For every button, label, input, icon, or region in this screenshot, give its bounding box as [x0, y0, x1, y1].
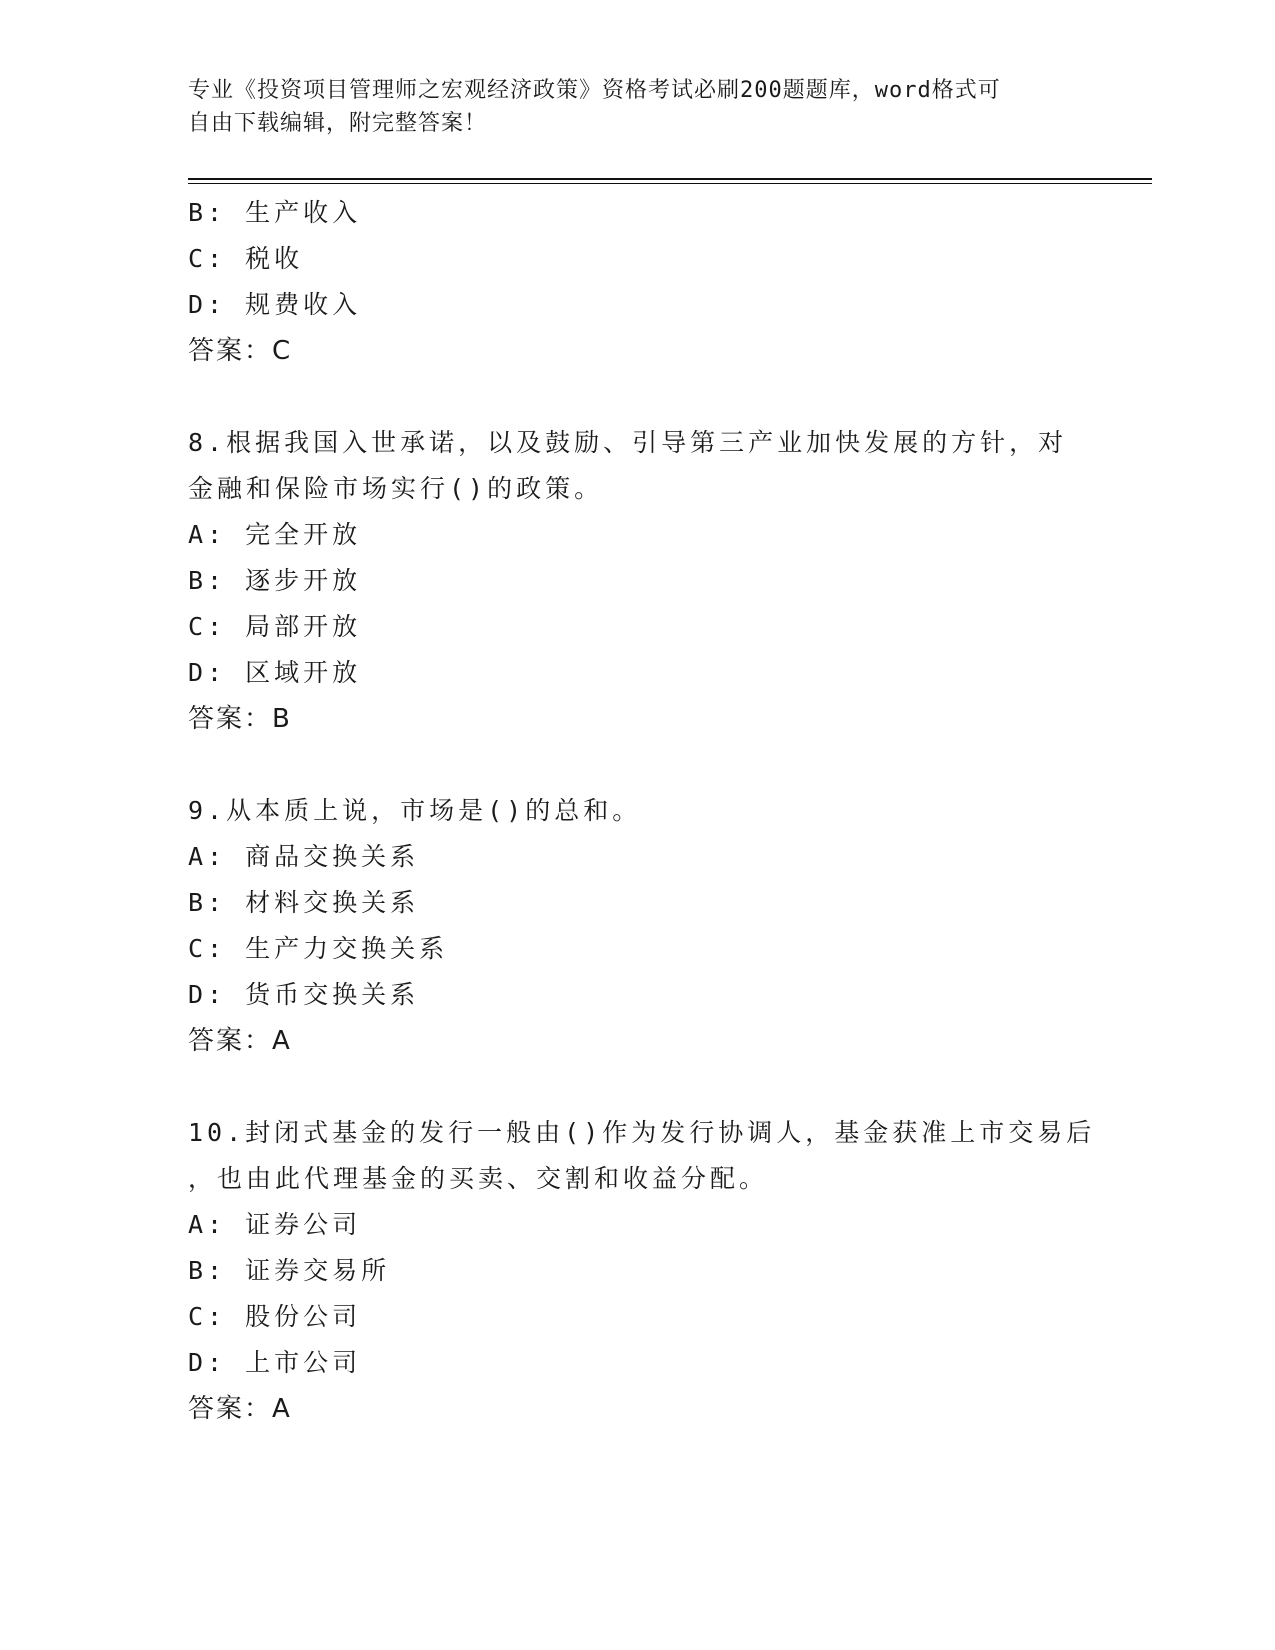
option-b: B: 材料交换关系 [188, 888, 420, 917]
option-d: D: 货币交换关系 [188, 980, 420, 1009]
option-a: A: 商品交换关系 [188, 842, 420, 871]
question-8 [188, 420, 1088, 742]
option-d: D: 规费收入 [188, 290, 362, 319]
answer: 答案：B [188, 704, 292, 734]
question-10 [188, 1110, 1096, 1432]
option-c: C: 股份公司 [188, 1302, 362, 1331]
option-d: D: 上市公司 [188, 1348, 362, 1377]
option-b: B: 生产收入 [188, 198, 362, 227]
question-stem-line: 9.从本质上说，市场是()的总和。 [188, 796, 642, 825]
spacer [188, 1064, 1088, 1110]
answer: 答案：C [188, 336, 293, 366]
question-stem-line: 8.根据我国入世承诺，以及鼓励、引导第三产业加快发展的方针，对 [188, 428, 1068, 457]
question-stem-line: ，也由此代理基金的买卖、交割和收益分配。 [188, 1164, 769, 1193]
option-c: C: 税收 [188, 244, 304, 273]
option-a: A: 证券公司 [188, 1210, 362, 1239]
option-c: C: 局部开放 [188, 612, 362, 641]
header-line-1: 专业《投资项目管理师之宏观经济政策》资格考试必刷200题题库，word格式可 [188, 78, 1001, 103]
option-d: D: 区域开放 [188, 658, 362, 687]
header-rule-thin [188, 183, 1152, 184]
answer: 答案：A [188, 1026, 292, 1056]
question-stem-line: 金融和保险市场实行()的政策。 [188, 474, 604, 503]
header-rule-thick [188, 178, 1152, 180]
option-a: A: 完全开放 [188, 520, 362, 549]
question-list [188, 190, 1096, 1432]
spacer [188, 374, 1088, 420]
question-7-continued [188, 190, 1088, 374]
document-header [188, 74, 1068, 140]
option-c: C: 生产力交换关系 [188, 934, 449, 963]
header-line-2: 自由下载编辑，附完整答案！ [188, 111, 488, 136]
option-b: B: 逐步开放 [188, 566, 362, 595]
answer: 答案：A [188, 1394, 292, 1424]
spacer [188, 742, 1088, 788]
question-9 [188, 788, 1088, 1064]
question-stem-line: 10.封闭式基金的发行一般由()作为发行协调人，基金获准上市交易后 [188, 1118, 1096, 1147]
option-b: B: 证券交易所 [188, 1256, 391, 1285]
